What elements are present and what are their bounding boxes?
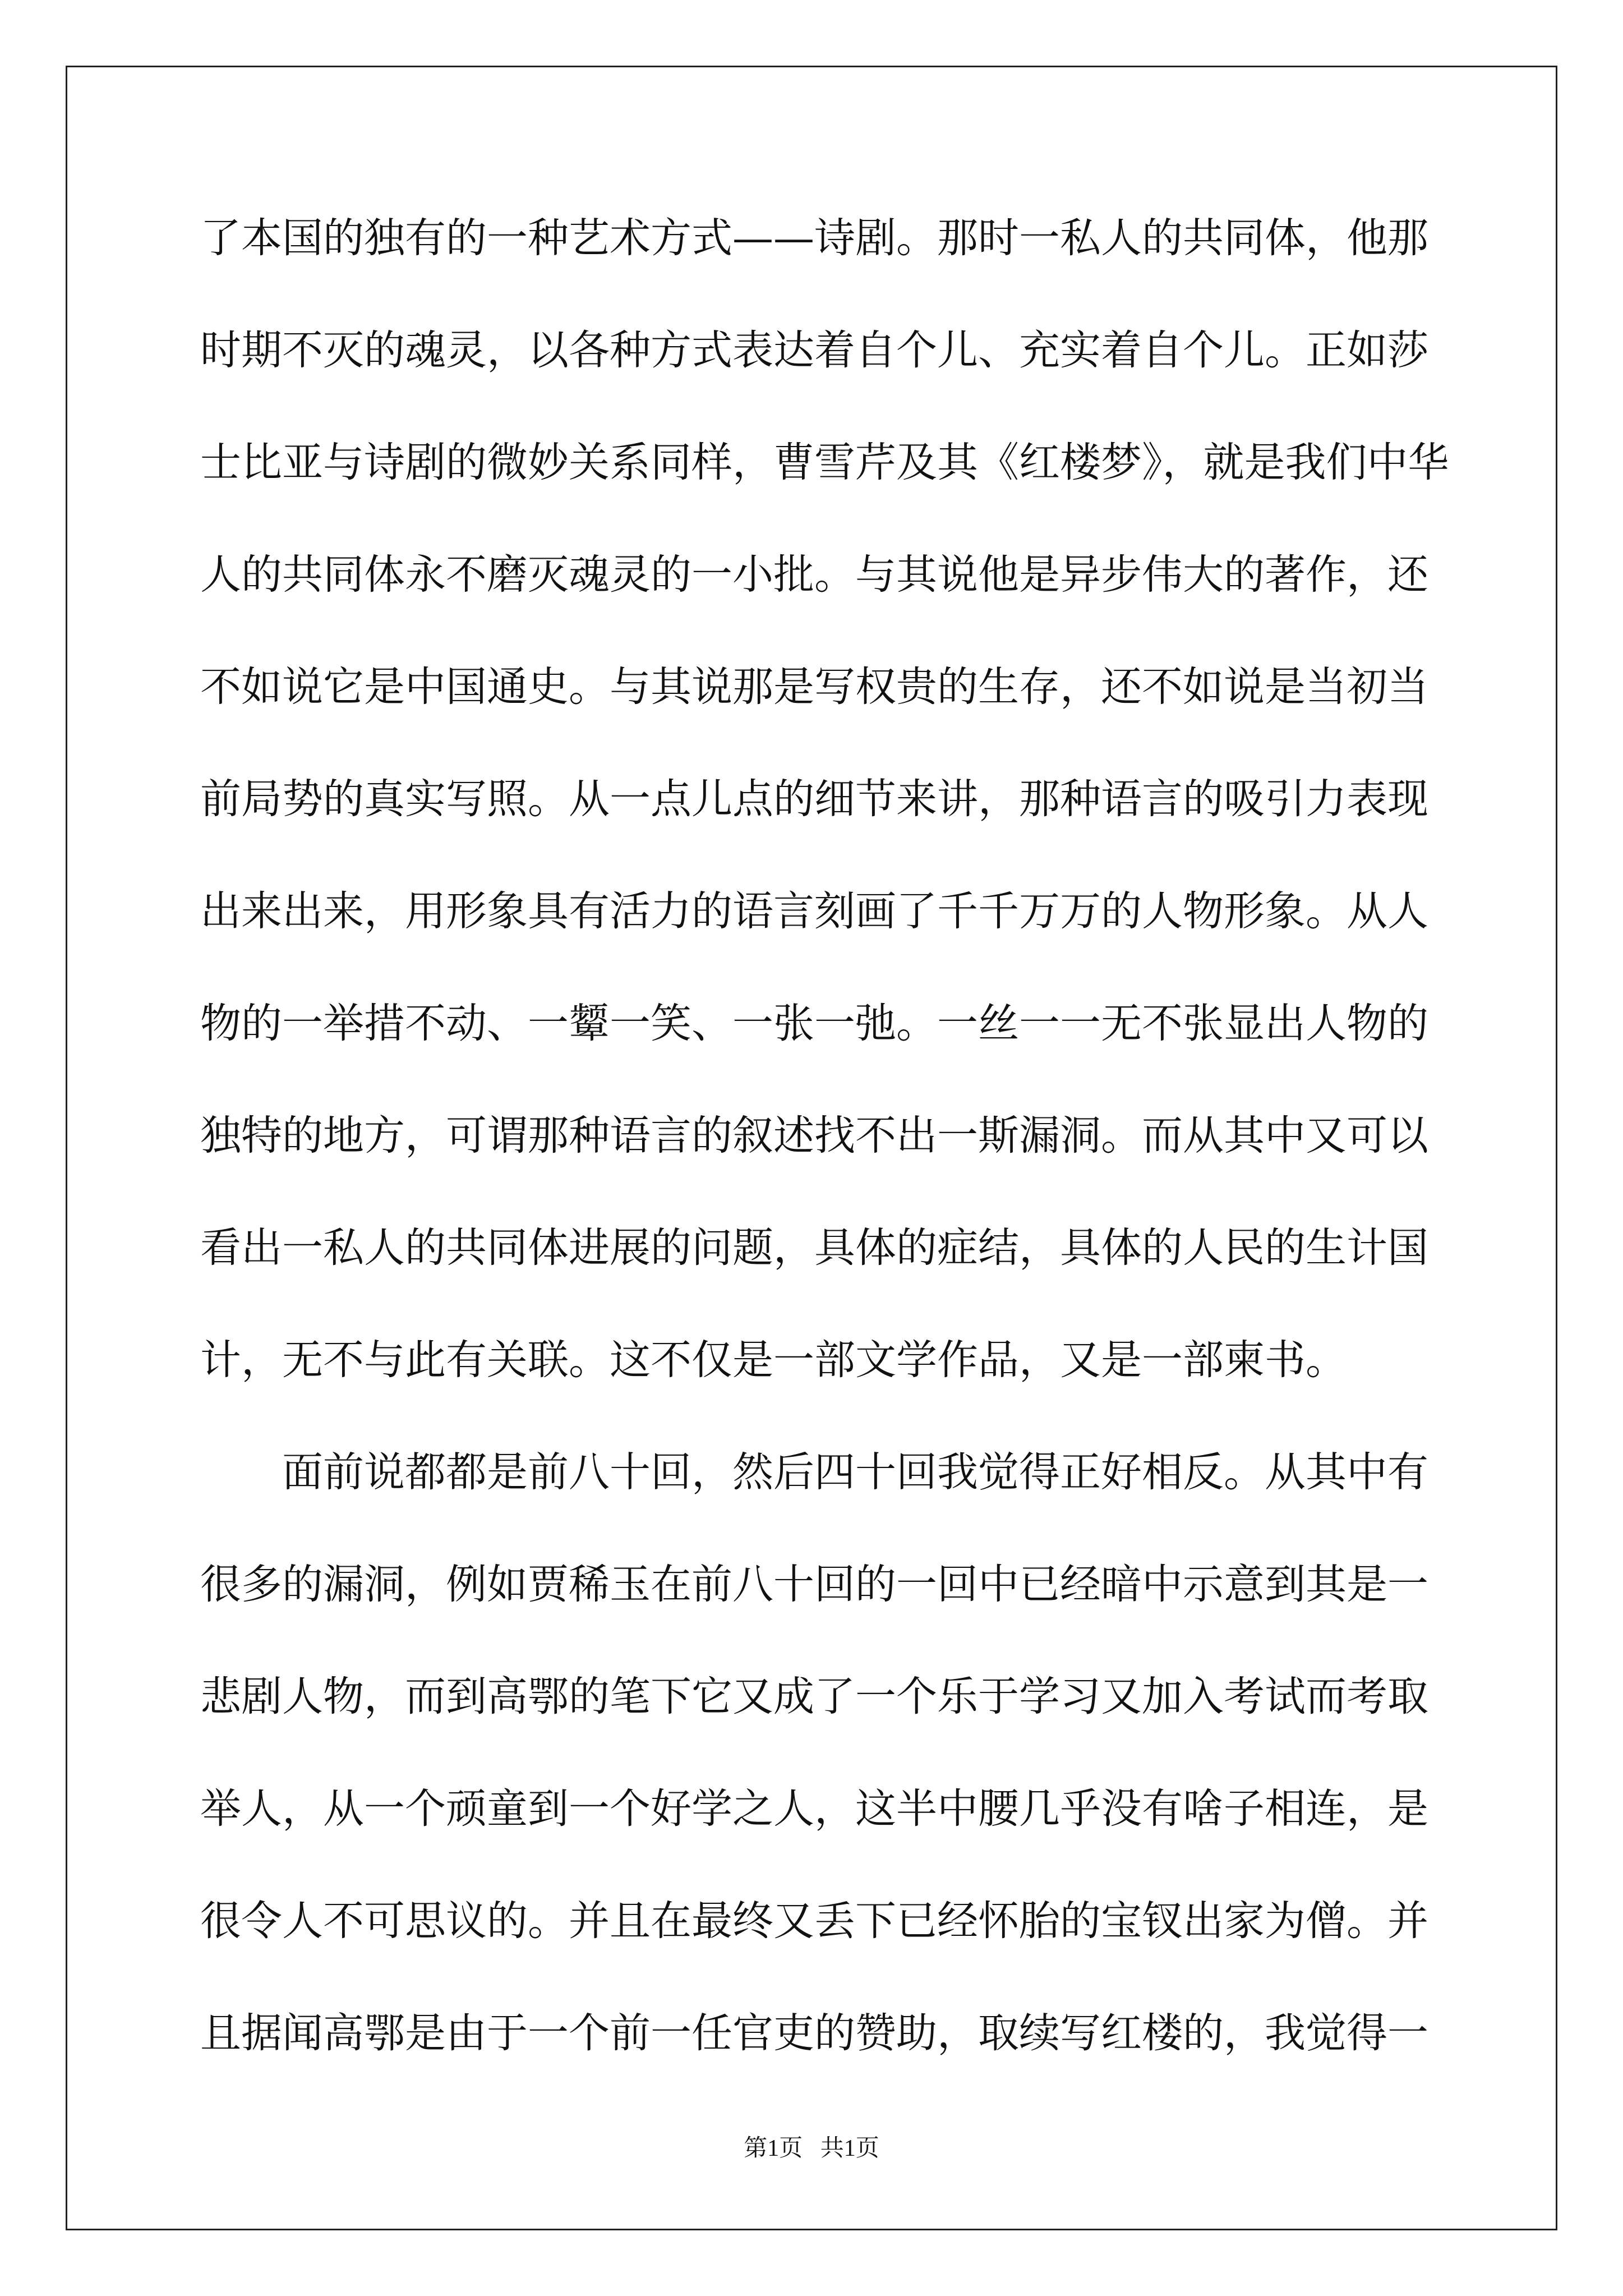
body-text-line: 前局势的真实写照。从一点儿点的细节来讲，那种语言的吸引力表现 <box>200 775 1428 823</box>
body-text-line: 人的共同体永不磨灭魂灵的一小批。与其说他是异步伟大的著作，还 <box>200 551 1428 599</box>
body-text-line: 计，无不与此有关联。这不仅是一部文学作品，又是一部柬书。 <box>200 1336 1347 1384</box>
body-text-line: 悲剧人物，而到高鄂的笔下它又成了一个乐于学习又加入考试而考取 <box>200 1673 1428 1720</box>
body-text-line: 士比亚与诗剧的微妙关系同样，曹雪芹及其《红楼梦》，就是我们中华 <box>200 439 1449 486</box>
paragraph-first-line: 面前说都都是前八十回，然后四十回我觉得正好相反。从其中有 <box>282 1448 1428 1496</box>
body-text-line: 很令人不可思议的。并且在最终又丢下已经怀胎的宝钗出家为僧。并 <box>200 1897 1428 1945</box>
body-text-line: 看出一私人的共同体进展的问题，具体的症结，具体的人民的生计国 <box>200 1224 1428 1272</box>
body-text-line: 举人，从一个顽童到一个好学之人，这半中腰几乎没有啥子相连，是 <box>200 1785 1428 1833</box>
body-text-line: 时期不灭的魂灵，以各种方式表达着自个儿、充实着自个儿。正如莎 <box>200 326 1428 374</box>
body-text-line: 很多的漏洞，例如贾稀玉在前八十回的一回中已经暗中示意到其是一 <box>200 1561 1428 1608</box>
body-text-line: 了本国的独有的一种艺术方式——诗剧。那时一私人的共同体，他那 <box>200 214 1428 262</box>
body-text-line: 且据闻高鄂是由于一个前一任官吏的赞助，取续写红楼的，我觉得一 <box>200 2009 1428 2057</box>
body-text-line: 出来出来，用形象具有活力的语言刻画了千千万万的人物形象。从人 <box>200 887 1428 935</box>
body-text-line: 独特的地方，可谓那种语言的叙述找不出一斯漏洞。而从其中又可以 <box>200 1112 1428 1159</box>
body-text-line: 不如说它是中国通史。与其说那是写权贵的生存，还不如说是当初当 <box>200 663 1428 711</box>
page-number-footer: 第1页 共1页 <box>744 2136 879 2161</box>
body-text-line: 物的一举措不动、一颦一笑、一张一弛。一丝一一无不张显出人物的 <box>200 1000 1428 1047</box>
